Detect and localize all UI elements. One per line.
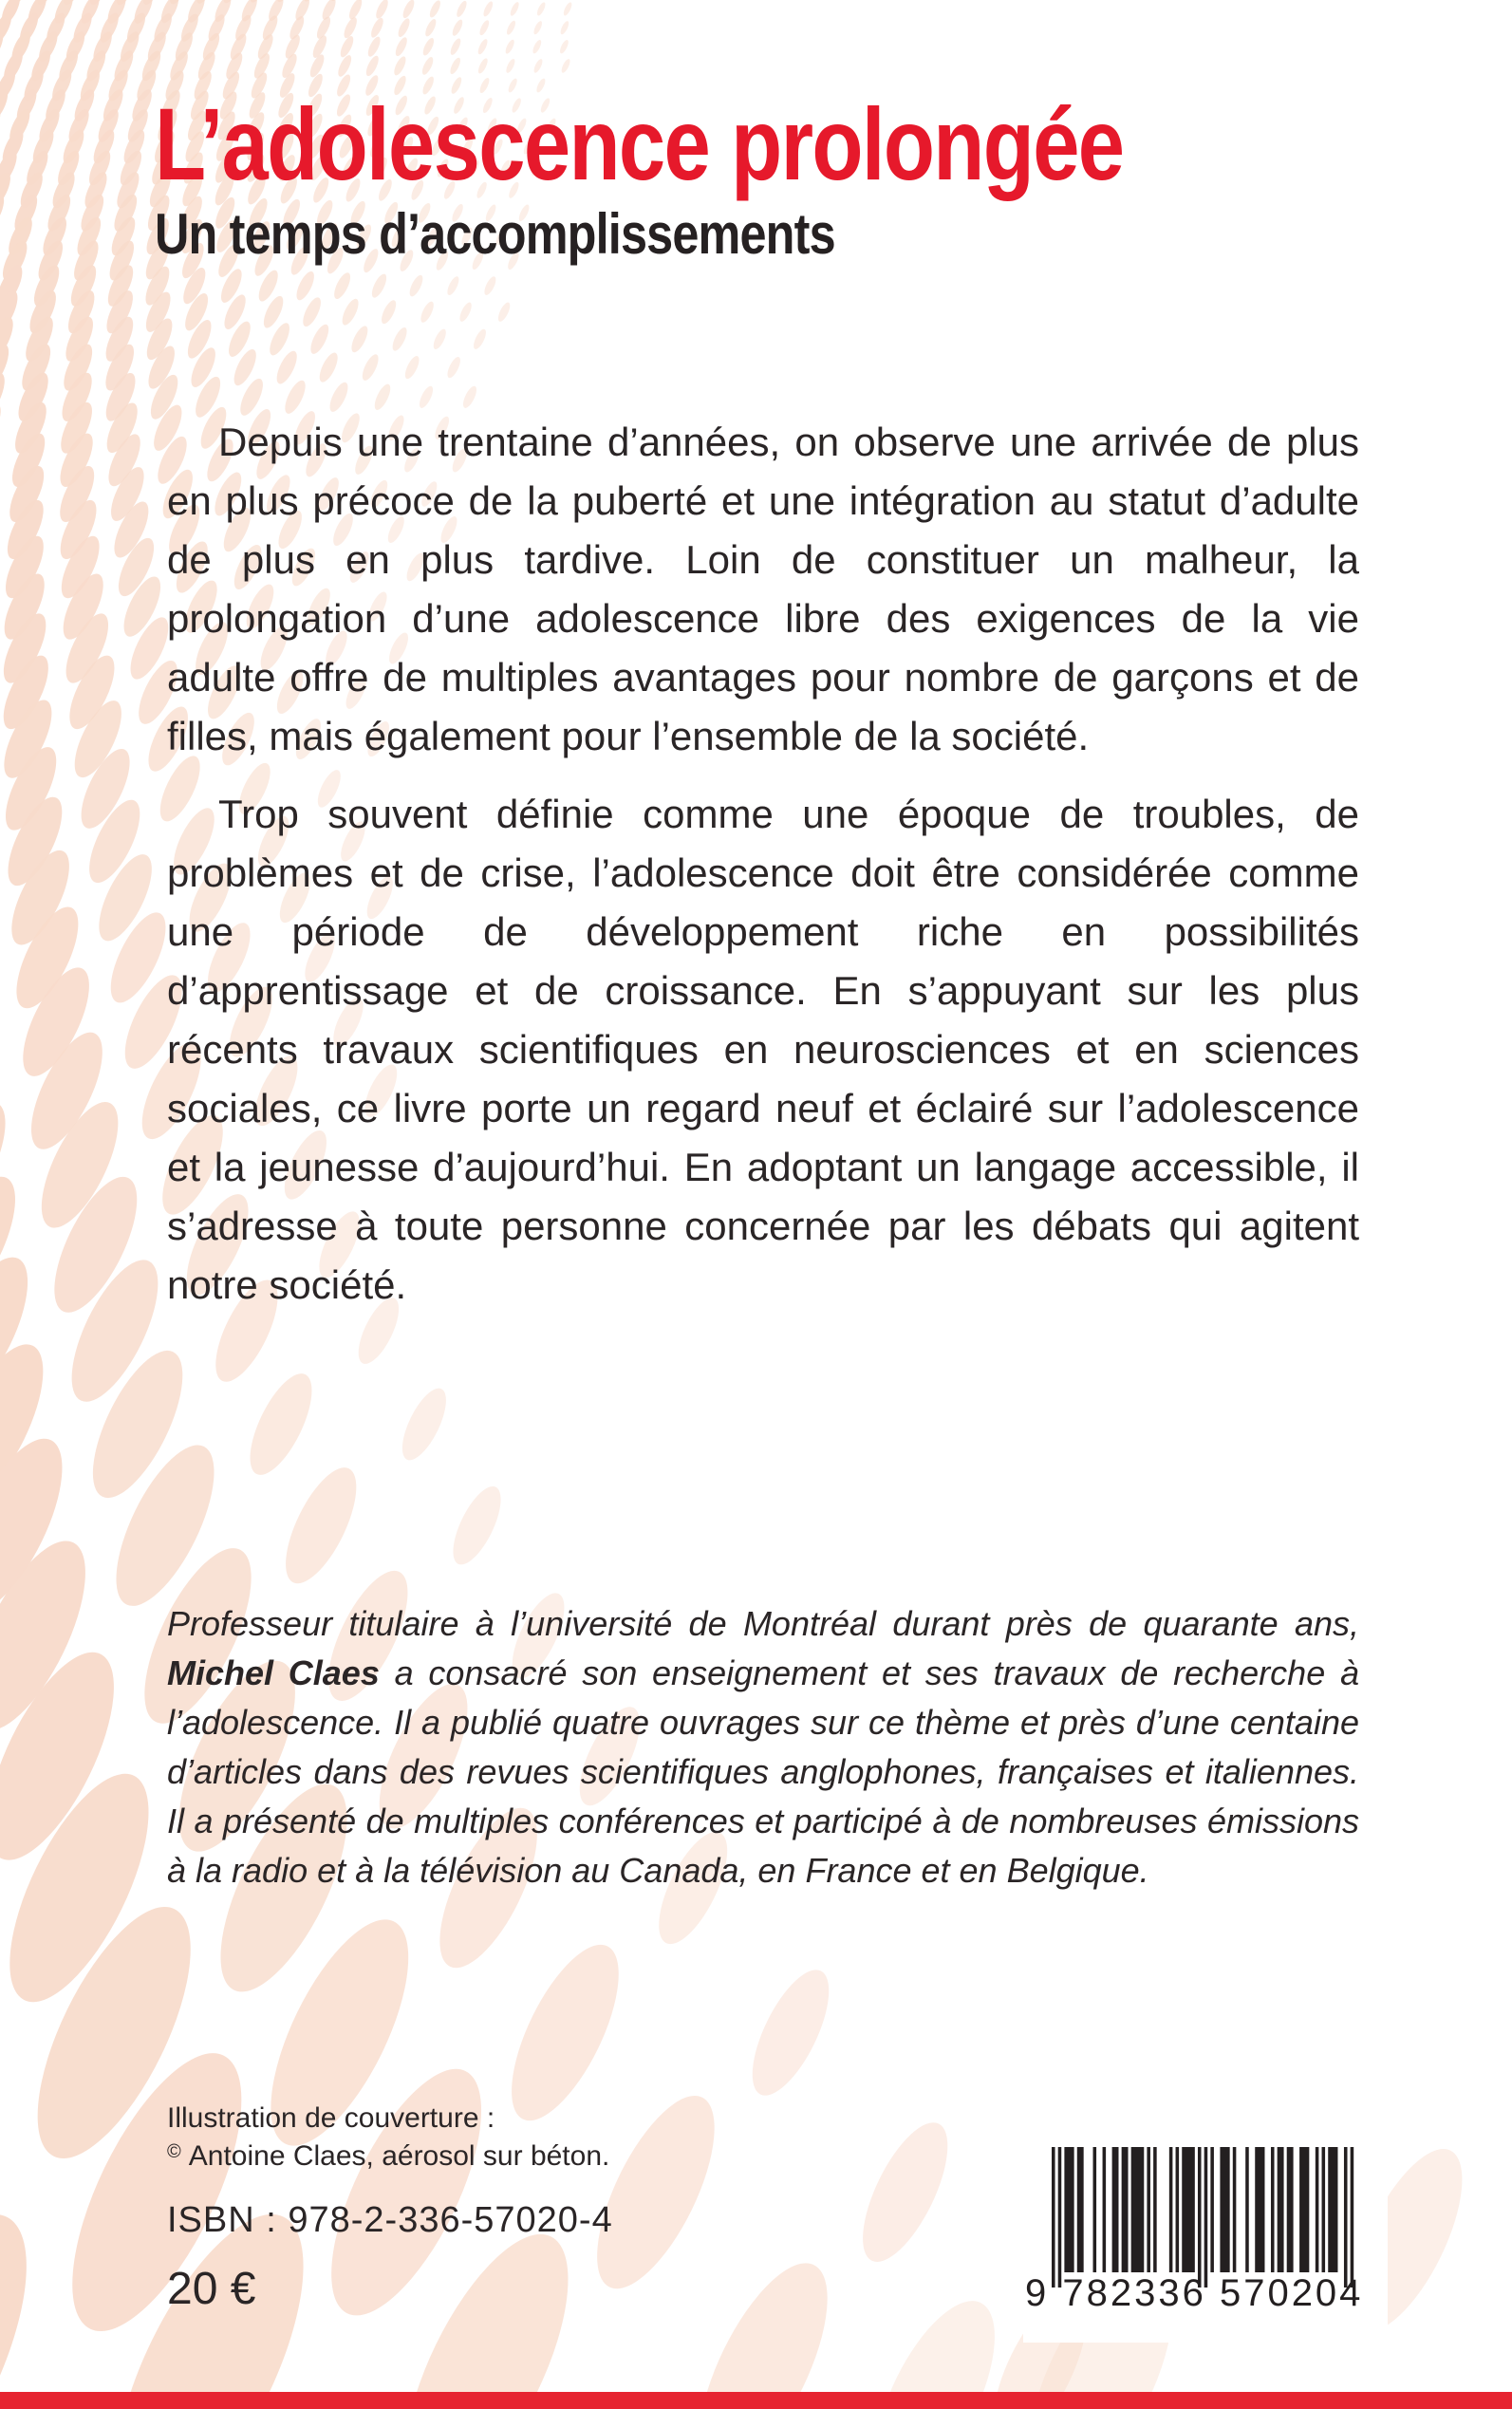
barcode-number: 9 782336 570204 <box>1025 2272 1364 2314</box>
barcode-bars <box>1052 2147 1357 2289</box>
bio-text-before: Professeur titulaire à l’université de Montréal durant près de quarante ans, <box>167 1604 1359 1643</box>
credit-line2: Antoine Claes, aérosol sur béton. <box>188 2140 610 2172</box>
author-name: Michel Claes <box>167 1653 380 1692</box>
credit-line1: Illustration de couverture : <box>167 2102 495 2134</box>
author-bio <box>167 1599 1359 1895</box>
cover-illustration-credit <box>167 2100 609 2178</box>
back-cover-blurb <box>167 413 1359 1334</box>
copyright-icon: © <box>167 2141 181 2162</box>
barcode <box>1023 2105 1388 2343</box>
isbn-text: ISBN : 978-2-336-57020-4 <box>167 2200 613 2240</box>
price-text: 20 € <box>167 2264 256 2314</box>
book-subtitle: Un temps d’accomplissements <box>155 202 835 266</box>
book-title: L’adolescence prolongée <box>155 86 1124 201</box>
bio-text-after: a consacré son enseignement et ses travaux de recherche à l’adolescence. Il a publié quatre ouvrages sur ce thème et près d’une centaine d’articles dans des revues scientifiques anglophones, françaises et italiennes. Il a présenté de multiples conférences et participé à de nombreuses émissions à la radio et à la télévision au Canada, en France et en Belgique. <box>167 1653 1359 1890</box>
blurb-paragraph-1: Depuis une trentaine d’années, on observe une arrivée de plus en plus précoce de la puberté et une intégration au statut d’adulte de plus en plus tardive. Loin de constituer un malheur, la prolongation d’une adolescence libre des exigences de la vie adulte offre de multiples avantages pour nombre de garçons et de filles, mais également pour l’ensemble de la société. <box>167 420 1359 758</box>
blurb-paragraph-2: Trop souvent définie comme une époque de troubles, de problèmes et de crise, l’adolescence doit être considérée comme une période de développement riche en possibilités d’apprentissage et de croissance. En s’appuyant sur les plus récents travaux scientifiques en neurosciences et en sciences sociales, ce livre porte un regard neuf et éclairé sur l’adolescence et la jeunesse d’aujourd’hui. En adoptant un langage accessible, il s’adresse à toute personne concernée par les débats qui agitent notre société. <box>167 792 1359 1307</box>
footer-red-bar <box>0 2392 1512 2409</box>
